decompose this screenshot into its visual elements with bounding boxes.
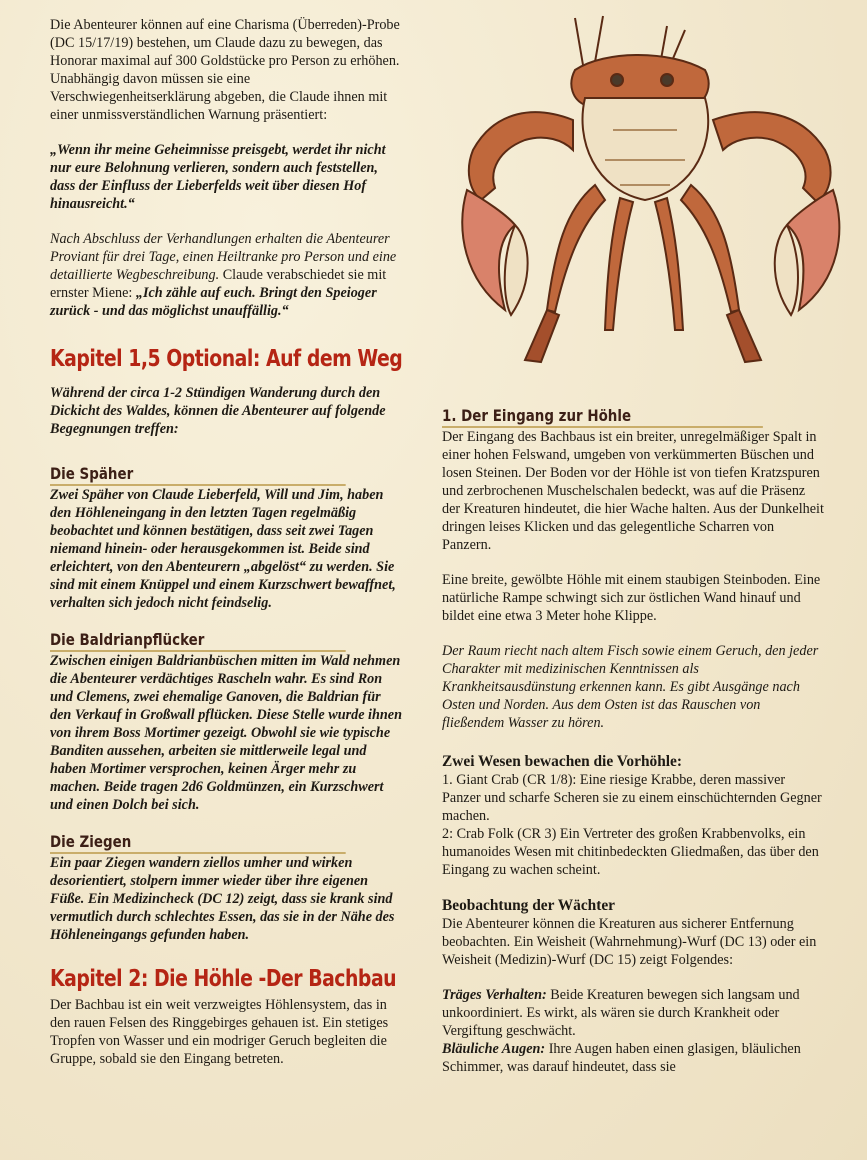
bachbau-intro: Der Bachbau ist ein weit verzweigtes Höhlensystem, das in den rauen Felsen des Ringgebirges gehauen ist. Ein stetiges Tropfen von Wasser und ein modriger Geruch begleiten die Gruppe, sobald sie den Eingang betreten. xyxy=(50,997,389,1067)
ziegen-text: Ein paar Ziegen wandern ziellos umher und wirken desorientiert, stolpern immer wieder über ihre eigenen Füße. Ein Medizincheck (DC 12) zeigt, dass sie krank sind vermutlich durch schlechtes Essen, das sie in der Nähe des Höhleneingangs gefunden haben. xyxy=(50,855,395,943)
heading-baldrianpfluecker: Die Baldrianpflücker xyxy=(50,630,346,652)
bluish-eyes xyxy=(442,1040,824,1076)
giant-crab-illustration xyxy=(455,10,855,380)
heading-cave-entrance: 1. Der Eingang zur Höhle xyxy=(442,406,763,428)
right-column xyxy=(442,406,824,1076)
sluggish-behavior xyxy=(442,986,824,1040)
heading-observation: Beobachtung der Wächter xyxy=(442,897,616,914)
observation-text: Die Abenteurer können die Kreaturen aus sicherer Entfernung beobachten. Ein Weisheit (Wahrnehmung)-Wurf (DC 13) oder ein Weisheit (Medizin)-Wurf (DC 15) zeigt Folgendes: xyxy=(442,916,817,968)
spaeher-text: Zwei Späher von Claude Lieberfeld, Will und Jim, haben den Höhleneingang in den letzten Tagen regelmäßig beobachtet und können bestätigen, dass seit zwei Tagen niemand hinein- oder herausgekommen ist. Beide sind erleichtert, von den Abenteurern „abgelöst“ zu werden. Sie sind mit einem Knüppel und einem Kurzschwert bewaffnet, verhalten sich jedoch nicht feindselig. xyxy=(50,487,396,611)
heading-guards: Zwei Wesen bewachen die Vorhöhle: xyxy=(442,753,682,770)
farewell-paragraph xyxy=(50,230,402,320)
smell-text: Der Raum riecht nach altem Fisch sowie einem Geruch, den jeder Charakter mit medizinischen Kenntnissen als Krankheitsausdünstung erkennen kann. Es gibt Ausgänge nach Osten und Norden. Aus dem Osten ist das Rauschen von fließendem Wasser zu hören. xyxy=(442,643,819,731)
heading-spaeher: Die Späher xyxy=(50,464,346,486)
baldrian-text: Zwischen einigen Baldrianbüschen mitten im Wald nehmen die Abenteurer verdächtiges Rascheln wahr. Es sind Ron und Clemens, zwei ehemalige Ganoven, die Baldrian für den Verkauf in Großwall pflücken. Diese Stelle wurde ihnen von ihrem Boss Mortimer gezeigt. Obwohl sie wie typische Banditen aussehen, arbeiten sie mittlerweile legal und haben Mortimer versprochen, keinen Ärger mehr zu machen. Beide tragen 2d6 Goldmünzen, ein Kurzschwert und einen Dolch bei sich. xyxy=(50,653,402,813)
claude-warning-quote: „Wenn ihr meine Geheimnisse preisgebt, werdet ihr nicht nur eure Belohnung verlieren, sondern auch feststellen, dass der Einfluss der Lieberfelds weit über diesen Hof hinausreicht.“ xyxy=(50,142,386,212)
guard-giant-crab: 1. Giant Crab (CR 1/8): Eine riesige Krabbe, deren massiver Panzer und scharfe Scheren sie zu einem einschüchternden Gegner machen. xyxy=(442,772,822,824)
chapter-2-heading: Kapitel 2: Die Höhle -Der Bachbau xyxy=(50,966,397,992)
heading-ziegen: Die Ziegen xyxy=(50,832,346,854)
guard-crab-folk: 2: Crab Folk (CR 3) Ein Vertreter des großen Krabbenvolks, ein humanoides Wesen mit chitinbedeckten Gliedmaßen, das über den Eingang zu wachen scheint. xyxy=(442,826,819,878)
entrance-text: Der Eingang des Bachbaus ist ein breiter, unregelmäßiger Spalt in einer hohen Felswand, umgeben von verkümmerten Büschen und losen Steinen. Der Boden vor der Höhle ist von tiefen Kratzspuren und zerbrochenen Muschelschalen bedeckt, was auf die Präsenz der Kreaturen hindeutet, die hier Wache halten. Aus der Dunkelheit dringen leises Klicken und das gelegentliche Scharren von Panzern. xyxy=(442,429,824,553)
farewell-italic: Nach Abschluss der Verhandlungen erhalten die Abenteurer Proviant für drei Tage, einen Heiltranke pro Person und eine detaillierte Wegbeschreibung. xyxy=(50,231,397,283)
eyes-label: Bläuliche Augen: xyxy=(442,1041,546,1057)
sluggish-text: Beide Kreaturen bewegen sich langsam und unkoordiniert. Es wirkt, als wären sie durch Krankheit oder Vergiftung geschwächt. xyxy=(442,987,800,1039)
charisma-paragraph: Die Abenteurer können auf eine Charisma (Überreden)-Probe (DC 15/17/19) bestehen, um Claude dazu zu bewegen, das Honorar maximal auf 300 Goldstücke pro Person zu erhöhen. Unabhängig davon müssen sie eine Verschwiegenheitserklärung abgeben, die Claude ihnen mit einer unmissverständlichen Warnung präsentiert: xyxy=(50,17,400,123)
left-column xyxy=(50,16,402,1068)
farewell-quote: „Ich zähle auf euch. Bringt den Speioger zurück - und das möglichst unauffällig.“ xyxy=(50,285,377,319)
sluggish-label: Träges Verhalten: xyxy=(442,987,547,1003)
hike-intro: Während der circa 1-2 Stündigen Wanderung durch den Dickicht des Waldes, können die Abenteurer auf folgende Begegnungen treffen: xyxy=(50,385,386,437)
farewell-plain: Claude verabschiedet sie mit ernster Miene: xyxy=(50,267,387,301)
cave-text: Eine breite, gewölbte Höhle mit einem staubigen Steinboden. Eine natürliche Rampe schwingt sich zur östlichen Wand hinauf und bildet eine etwa 3 Meter hohe Klippe. xyxy=(442,572,821,624)
chapter-1-5-heading: Kapitel 1,5 Optional: Auf dem Weg xyxy=(50,346,403,372)
eyes-text: Ihre Augen haben einen glasigen, bläulichen Schimmer, was darauf hindeutet, dass sie xyxy=(442,1041,801,1075)
